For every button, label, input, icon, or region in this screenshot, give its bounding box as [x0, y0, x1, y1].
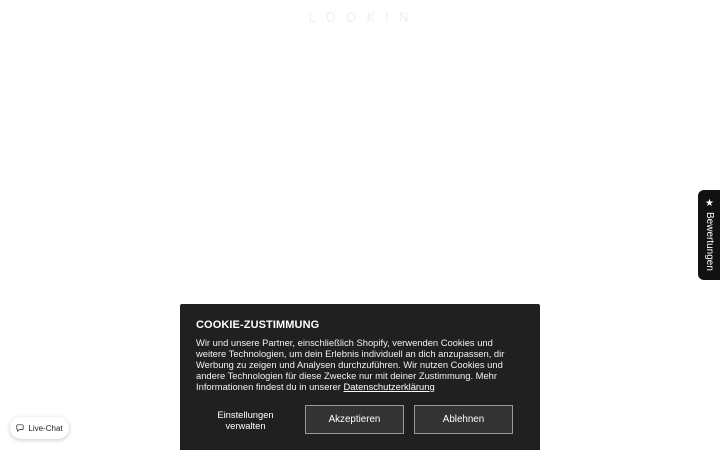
decline-button[interactable]: Ablehnen — [414, 405, 513, 434]
cookie-title: COOKIE-ZUSTIMMUNG — [196, 319, 320, 331]
cookie-description — [196, 337, 524, 392]
live-chat-label: Live-Chat — [28, 423, 63, 433]
store-logo[interactable]: L O O K I N — [308, 11, 412, 26]
live-chat-button[interactable] — [10, 417, 69, 439]
manage-settings-button[interactable]: Einstellungen verwalten — [196, 405, 295, 434]
cookie-consent-banner — [180, 304, 540, 450]
reviews-tab-label: Bewertungen — [704, 212, 715, 271]
accept-button[interactable]: Akzeptieren — [305, 405, 404, 434]
reviews-tab-content — [703, 198, 715, 276]
cookie-actions — [196, 405, 524, 434]
privacy-policy-link[interactable]: Datenschutzerklärung — [343, 381, 435, 392]
cookie-text: Wir und unsere Partner, einschließlich Shopify, verwenden Cookies und weitere Technologien, um dein Erlebnis individuell an dich anzupassen, dir Werbung zu zeigen und Analysen durchzuführen. Wir nutzen Cookies und andere Technologien für diese Zwecke nur mit deiner Zustimmung. Mehr Informationen findest du in unserer — [196, 337, 505, 392]
reviews-tab[interactable] — [698, 190, 720, 280]
star-icon: ★ — [704, 198, 715, 209]
chat-bubble-icon — [16, 424, 24, 432]
